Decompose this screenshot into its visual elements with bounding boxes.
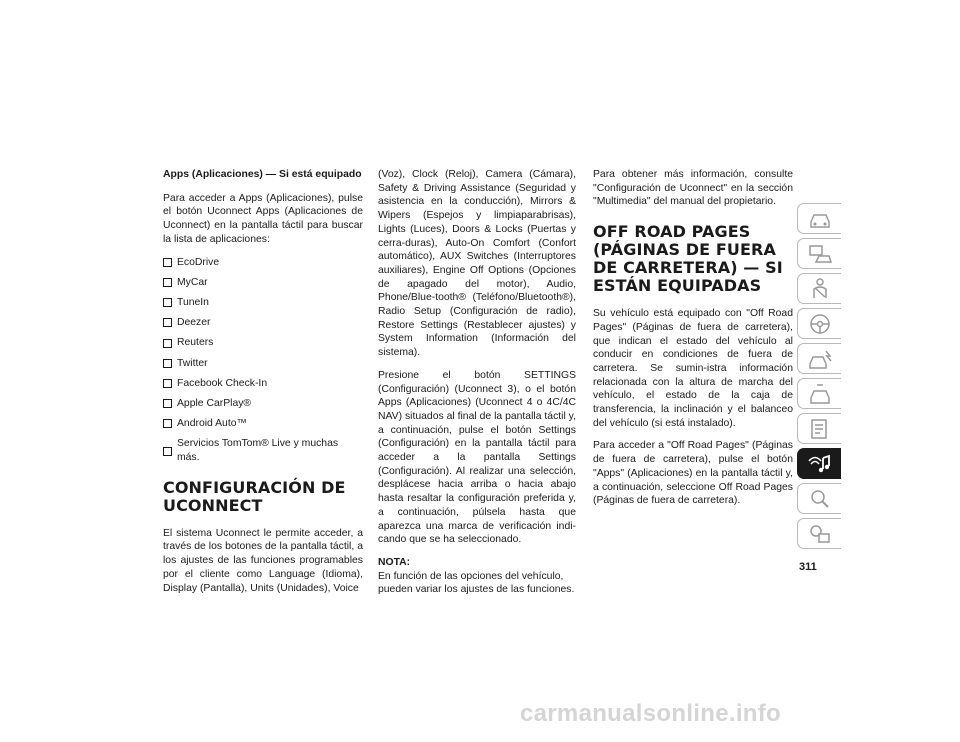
list-item: Servicios TomTom® Live y muchas más. (163, 437, 363, 464)
column-3 (593, 168, 793, 517)
steering-wheel-icon (806, 312, 834, 336)
seatbelt-icon (806, 277, 834, 301)
page-number: 311 (799, 561, 817, 573)
apps-intro: Para acceder a Apps (Aplicaciones), pulse el botón Uconnect Apps (Aplicaciones de Uconnect) en la pantalla táctil para buscar la lista de aplicaciones: (163, 192, 363, 245)
search-icon (806, 487, 834, 511)
list-item: MyCar (163, 276, 363, 290)
settings-instructions-paragraph: Presione el botón SETTINGS (Configuración) (Uconnect 3), o el botón Apps (Aplicaciones) (Uconnect 4 o 4C/4C NAV) situados al final de la pantalla táctil y, a continuación, pulse el botón Settings (Configuración) en la pantalla táctil para acceder a la pantalla Settings (Configuración). Al realizar una selección, desplácese hacia arriba o hacia abajo hasta resaltar la configuración preferida y, a continuación, púlsela hasta que aparezca una marca de verificación indi-cando que se ha seleccionado. (378, 369, 576, 546)
column-1 (163, 168, 363, 604)
list-item: EcoDrive (163, 256, 363, 270)
tab-car-service[interactable] (797, 378, 841, 409)
column-2 (378, 168, 576, 606)
checkbox-icon (163, 278, 172, 287)
car-front-icon (806, 207, 834, 231)
settings-list-paragraph: (Voz), Clock (Reloj), Camera (Cámara), Safety & Driving Assistance (Seguridad y asistencia en la conducción), Mirrors & Wipers (Espejos y limpiaparabrisas), Lights (Luces), Doors & Locks (Puertas y cerra-duras), Auto-On Comfort (Confort automático), AUX Switches (Interruptores auxiliares), Engine Off Options (Opciones de apagado del motor), Audio, Phone/Blue-tooth® (Teléfono/Bluetooth®), Radio Setup (Configuración de radio), Restore Settings (Restablecer ajustes) y System Information (Información del sistema). (378, 169, 576, 359)
tab-multimedia[interactable] (797, 448, 841, 479)
list-item: Reuters (163, 336, 363, 350)
list-item: Deezer (163, 316, 363, 330)
car-message-icon (806, 242, 834, 266)
language-icon (806, 522, 834, 546)
tab-car-front[interactable] (797, 203, 841, 234)
tab-search[interactable] (797, 483, 841, 514)
more-info-paragraph: Para obtener más información, consulte "Configuración de Uconnect" en la sección "Multimedia" del manual del propietario. (593, 169, 793, 208)
checkbox-icon (163, 399, 172, 408)
checkbox-icon (163, 359, 172, 368)
checkbox-icon (163, 419, 172, 428)
apps-subheading: Apps (Aplicaciones) — Si está equipado (163, 169, 362, 180)
off-road-pages-heading: OFF ROAD PAGES (PÁGINAS DE FUERA DE CARRETERA) — SI ESTÁN EQUIPADAS (593, 222, 783, 296)
checkbox-icon (163, 298, 172, 307)
car-service-icon (806, 382, 834, 406)
tab-car-message[interactable] (797, 238, 841, 269)
watermark: carmanualsonline.info (520, 700, 782, 727)
checkbox-icon (163, 447, 172, 456)
uconnect-settings-heading: CONFIGURACIÓN DE UCONNECT (163, 477, 346, 515)
note-label: NOTA: (378, 556, 411, 568)
list-item: Facebook Check-In (163, 377, 363, 391)
list-item: Android Auto™ (163, 417, 363, 431)
checkbox-icon (163, 379, 172, 388)
car-crash-icon (806, 347, 834, 371)
tab-car-crash[interactable] (797, 343, 841, 374)
apps-list (163, 256, 363, 465)
tab-language[interactable] (797, 518, 841, 549)
list-item: Twitter (163, 357, 363, 371)
list-item: TuneIn (163, 296, 363, 310)
note-text: En función de las opciones del vehículo, pueden variar los ajustes de las funciones. (378, 570, 575, 596)
checkbox-icon (163, 258, 172, 267)
specs-list-icon (806, 417, 834, 441)
off-road-description: Su vehículo está equipado con "Off Road Pages" (Páginas de fuera de carretera), que indican el estado del vehículo al conducir en condiciones de fuera de carretera. Se sumin-istra información relacionada con la altura de marcha del vehículo, el estado de la caja de transferencia, la inclinación y el balanceo del vehículo (si está instalado). (593, 308, 793, 429)
list-item: Apple CarPlay® (163, 397, 363, 411)
multimedia-icon (806, 452, 834, 476)
tab-steering-wheel[interactable] (797, 308, 841, 339)
section-tabs (797, 203, 841, 553)
checkbox-icon (163, 339, 172, 348)
uconnect-settings-paragraph: El sistema Uconnect le permite acceder, a través de los botones de la pantalla táctil, a los ajustes de las funciones programables por el cliente como Language (Idioma), Display (Pantalla), Units (Unidades), Voice (163, 527, 363, 594)
off-road-access-paragraph: Para acceder a "Off Road Pages" (Páginas de fuera de carretera), pulse el botón "Apps" (Aplicaciones) en la pantalla táctil y, a continuación, seleccione Off Road Pages (Páginas de fuera de carretera). (593, 440, 793, 507)
tab-seatbelt[interactable] (797, 273, 841, 304)
tab-specs-list[interactable] (797, 413, 841, 444)
checkbox-icon (163, 318, 172, 327)
